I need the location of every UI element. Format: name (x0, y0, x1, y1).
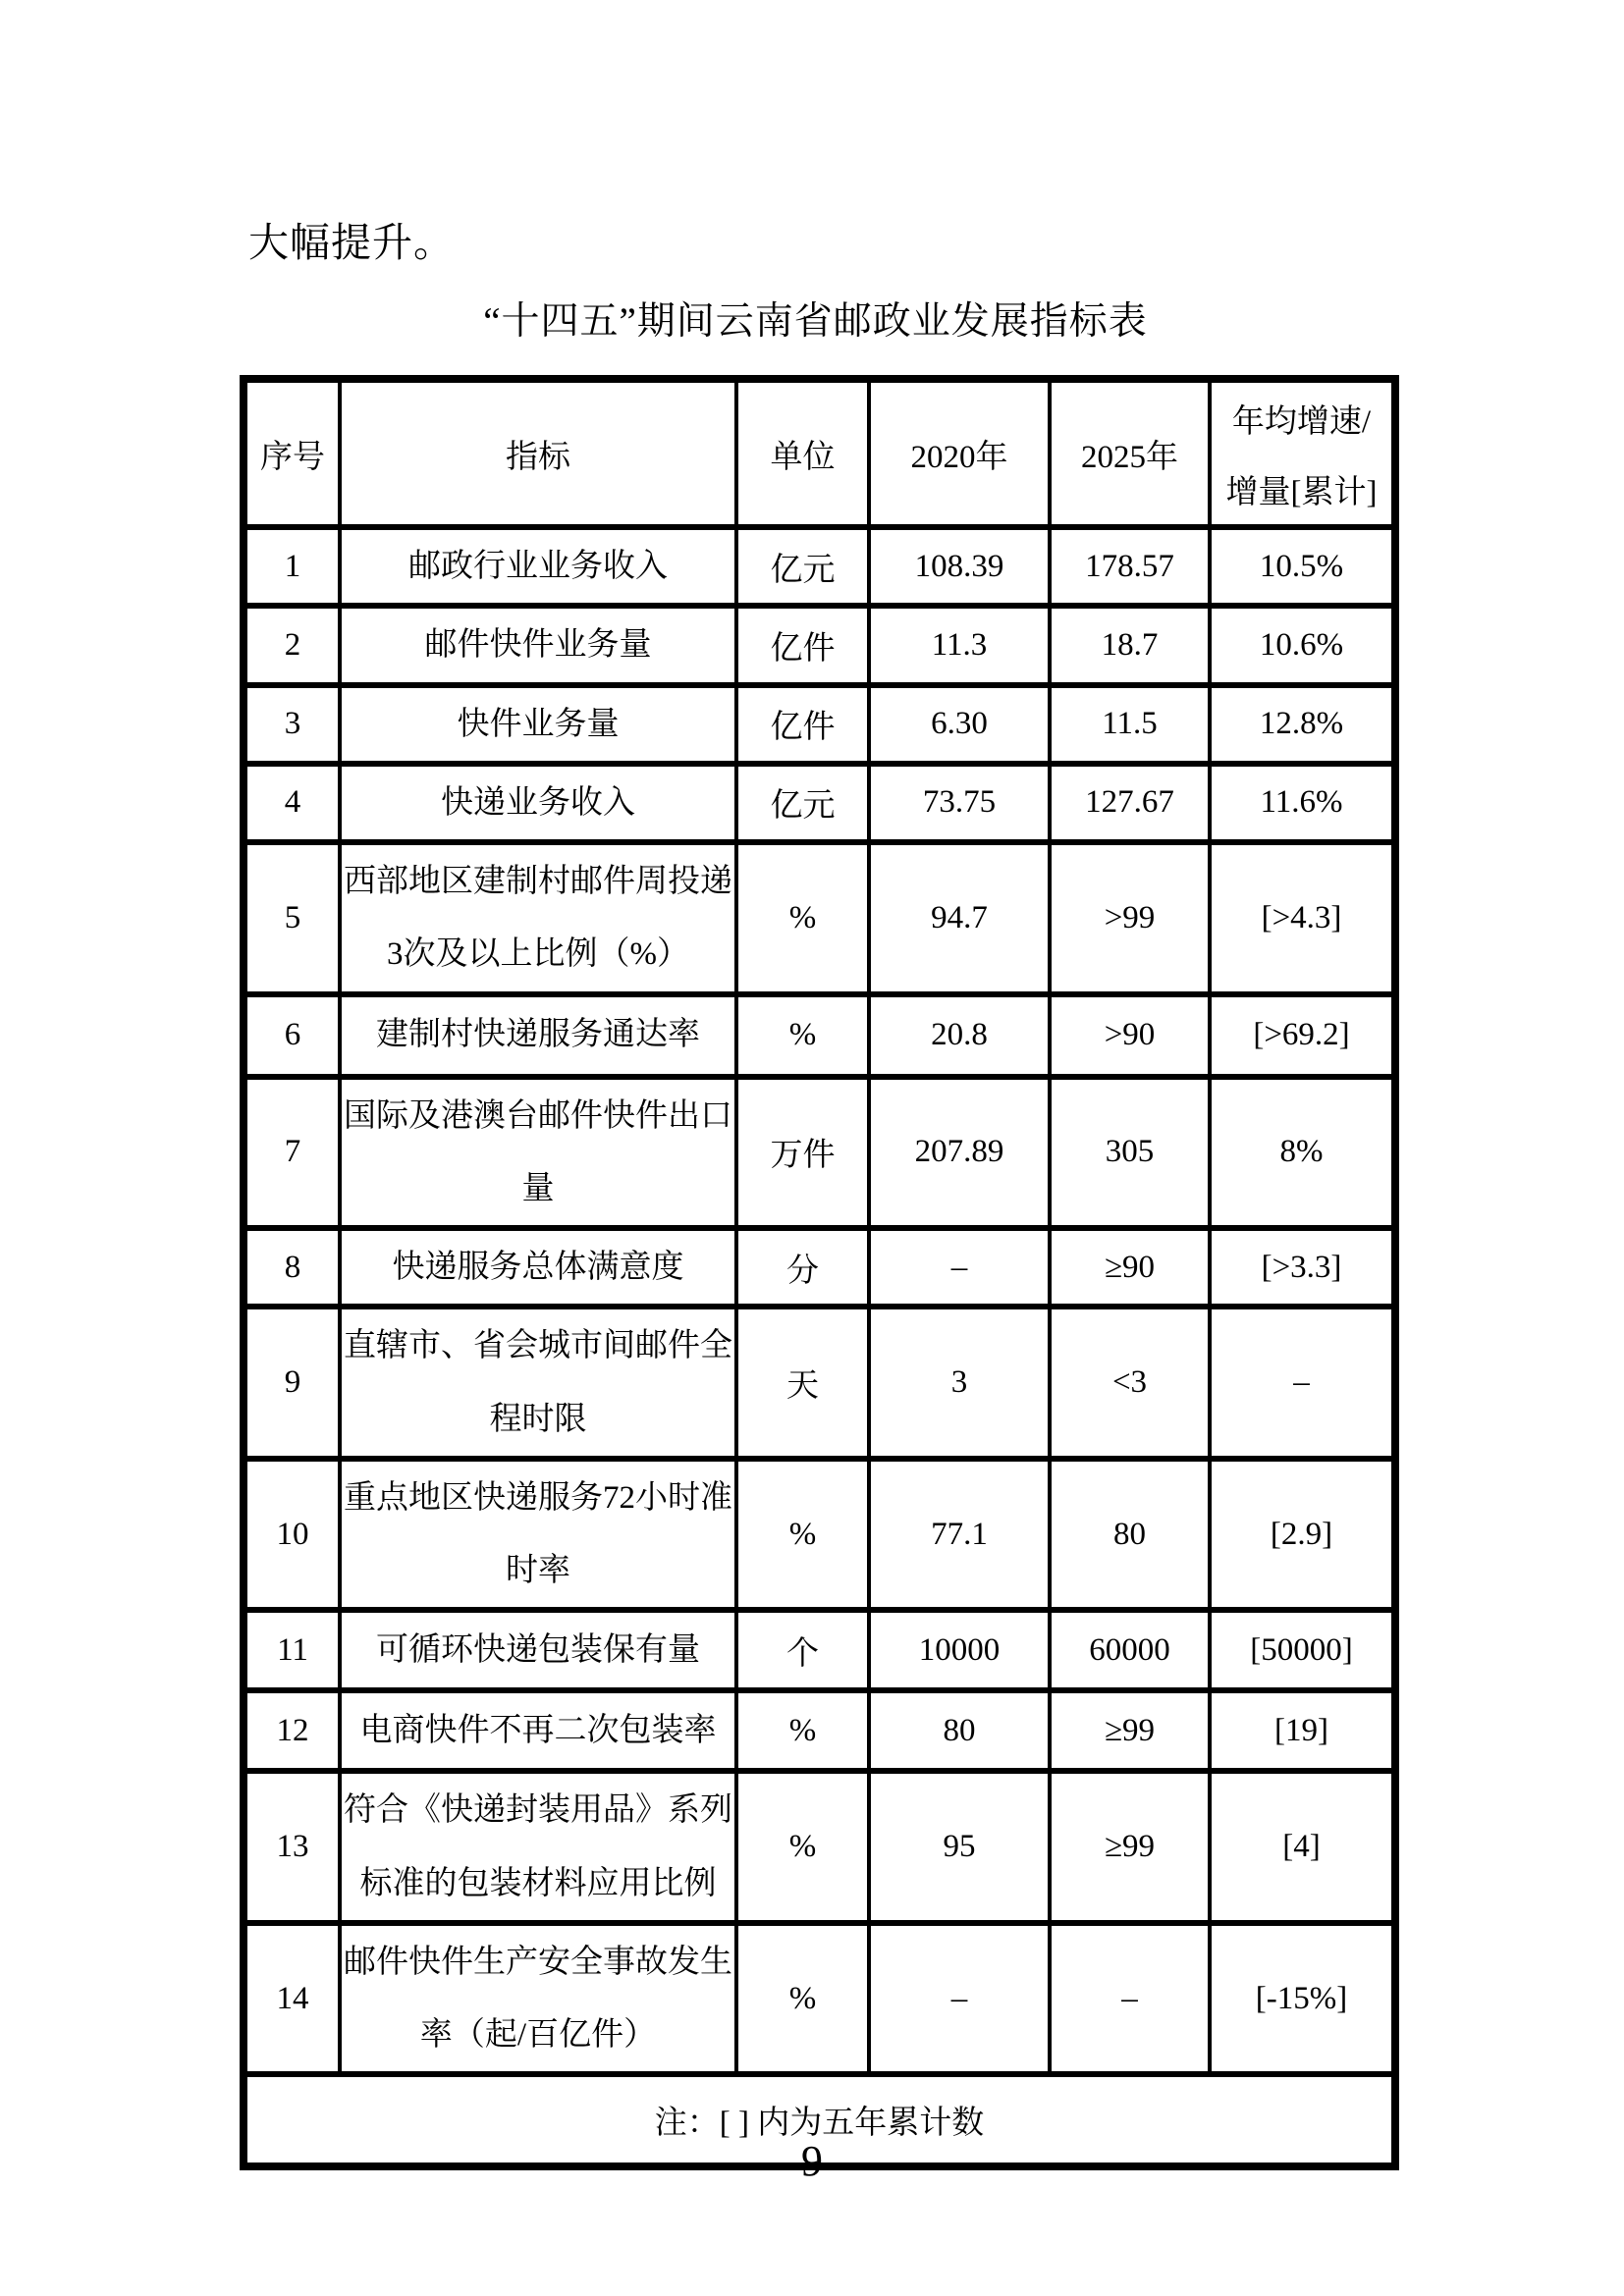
cell-2025: 18.7 (1050, 606, 1210, 684)
header-row (244, 379, 1395, 527)
cell-2020: 94.7 (869, 842, 1050, 994)
cell-2020: 80 (869, 1690, 1050, 1771)
table-row (244, 1690, 1395, 1771)
cell-2020: 3 (869, 1307, 1050, 1459)
table-row (244, 1610, 1395, 1690)
table-row (244, 1771, 1395, 1923)
cell-indicator: 直辖市、省会城市间邮件全程时限 (340, 1307, 736, 1459)
cell-unit: % (736, 1459, 869, 1611)
cell-indicator: 可循环快递包装保有量 (340, 1610, 736, 1690)
header-cell-no: 序号 (244, 379, 340, 527)
intro-text: 大幅提升。 (248, 220, 455, 265)
cell-2020: 6.30 (869, 685, 1050, 764)
header-cell-growth (1210, 379, 1395, 527)
cell-2025: ≥90 (1050, 1228, 1210, 1307)
header-cell-indicator: 指标 (340, 379, 736, 527)
cell-no: 11 (244, 1610, 340, 1690)
header-cell-2020: 2020年 (869, 379, 1050, 527)
table-row (244, 527, 1395, 606)
cell-no: 6 (244, 994, 340, 1077)
cell-no: 5 (244, 842, 340, 994)
cell-unit: 亿件 (736, 606, 869, 684)
table-row (244, 606, 1395, 684)
cell-indicator: 快件业务量 (340, 685, 736, 764)
cell-indicator: 西部地区建制村邮件周投递3次及以上比例（%） (340, 842, 736, 994)
cell-indicator: 符合《快递封装用品》系列标准的包装材料应用比例 (340, 1771, 736, 1923)
indicators-table (240, 375, 1399, 2170)
cell-growth: – (1210, 1307, 1395, 1459)
cell-indicator: 邮件快件生产安全事故发生率（起/百亿件） (340, 1923, 736, 2075)
cell-indicator: 邮政行业业务收入 (340, 527, 736, 606)
cell-unit: 个 (736, 1610, 869, 1690)
cell-2020: 10000 (869, 1610, 1050, 1690)
cell-unit: % (736, 842, 869, 994)
cell-unit: 天 (736, 1307, 869, 1459)
cell-indicator: 邮件快件业务量 (340, 606, 736, 684)
cell-unit: % (736, 994, 869, 1077)
cell-growth: 12.8% (1210, 685, 1395, 764)
cell-growth: [50000] (1210, 1610, 1395, 1690)
header-cell-2025: 2025年 (1050, 379, 1210, 527)
cell-no: 12 (244, 1690, 340, 1771)
cell-growth: [>69.2] (1210, 994, 1395, 1077)
cell-2025: ≥99 (1050, 1771, 1210, 1923)
cell-unit: 万件 (736, 1077, 869, 1229)
cell-indicator: 电商快件不再二次包装率 (340, 1690, 736, 1771)
table-row (244, 1228, 1395, 1307)
cell-no: 1 (244, 527, 340, 606)
cell-2020: 11.3 (869, 606, 1050, 684)
cell-no: 10 (244, 1459, 340, 1611)
growth-header-line2: 增量[累计] (1225, 474, 1378, 510)
cell-2025: <3 (1050, 1307, 1210, 1459)
cell-unit: 亿件 (736, 685, 869, 764)
table-title: “十四五”期间云南省邮政业发展指标表 (483, 300, 1148, 343)
table-row (244, 842, 1395, 994)
cell-2020: 73.75 (869, 764, 1050, 842)
cell-2025: 11.5 (1050, 685, 1210, 764)
cell-growth: 10.5% (1210, 527, 1395, 606)
cell-2025: >90 (1050, 994, 1210, 1077)
cell-growth: 8% (1210, 1077, 1395, 1229)
cell-unit: 亿元 (736, 764, 869, 842)
table-row (244, 764, 1395, 842)
cell-2025: 80 (1050, 1459, 1210, 1611)
cell-2025: 178.57 (1050, 527, 1210, 606)
cell-2025: ≥99 (1050, 1690, 1210, 1771)
cell-unit: % (736, 1771, 869, 1923)
cell-indicator: 重点地区快递服务72小时准时率 (340, 1459, 736, 1611)
growth-header-line1: 年均增速/ (1231, 403, 1372, 440)
cell-no: 9 (244, 1307, 340, 1459)
cell-growth: 10.6% (1210, 606, 1395, 684)
cell-no: 4 (244, 764, 340, 842)
cell-no: 13 (244, 1771, 340, 1923)
cell-2025: – (1050, 1923, 1210, 2075)
cell-no: 14 (244, 1923, 340, 2075)
cell-growth: [19] (1210, 1690, 1395, 1771)
cell-no: 2 (244, 606, 340, 684)
cell-growth: [2.9] (1210, 1459, 1395, 1611)
table-row (244, 1077, 1395, 1229)
cell-no: 7 (244, 1077, 340, 1229)
table-row (244, 1923, 1395, 2075)
table-row (244, 1307, 1395, 1459)
cell-2025: 305 (1050, 1077, 1210, 1229)
cell-indicator: 快递服务总体满意度 (340, 1228, 736, 1307)
cell-2020: 95 (869, 1771, 1050, 1923)
cell-2020: – (869, 1923, 1050, 2075)
header-cell-unit: 单位 (736, 379, 869, 527)
page-number: 9 (801, 2137, 823, 2185)
cell-unit: 亿元 (736, 527, 869, 606)
cell-unit: 分 (736, 1228, 869, 1307)
cell-growth: 11.6% (1210, 764, 1395, 842)
cell-indicator: 建制村快递服务通达率 (340, 994, 736, 1077)
table-note: 注：[ ] 内为五年累计数 (244, 2074, 1395, 2166)
cell-indicator: 快递业务收入 (340, 764, 736, 842)
cell-2025: 60000 (1050, 1610, 1210, 1690)
cell-2025: 127.67 (1050, 764, 1210, 842)
cell-2020: 108.39 (869, 527, 1050, 606)
table-row (244, 994, 1395, 1077)
cell-growth: [>4.3] (1210, 842, 1395, 994)
cell-2020: 77.1 (869, 1459, 1050, 1611)
cell-2025: >99 (1050, 842, 1210, 994)
cell-growth: [-15%] (1210, 1923, 1395, 2075)
cell-unit: % (736, 1690, 869, 1771)
cell-no: 3 (244, 685, 340, 764)
cell-indicator: 国际及港澳台邮件快件出口量 (340, 1077, 736, 1229)
table-row (244, 685, 1395, 764)
cell-2020: 20.8 (869, 994, 1050, 1077)
cell-no: 8 (244, 1228, 340, 1307)
cell-2020: 207.89 (869, 1077, 1050, 1229)
cell-growth: [>3.3] (1210, 1228, 1395, 1307)
cell-unit: % (736, 1923, 869, 2075)
cell-2020: – (869, 1228, 1050, 1307)
cell-growth: [4] (1210, 1771, 1395, 1923)
table-row (244, 1459, 1395, 1611)
